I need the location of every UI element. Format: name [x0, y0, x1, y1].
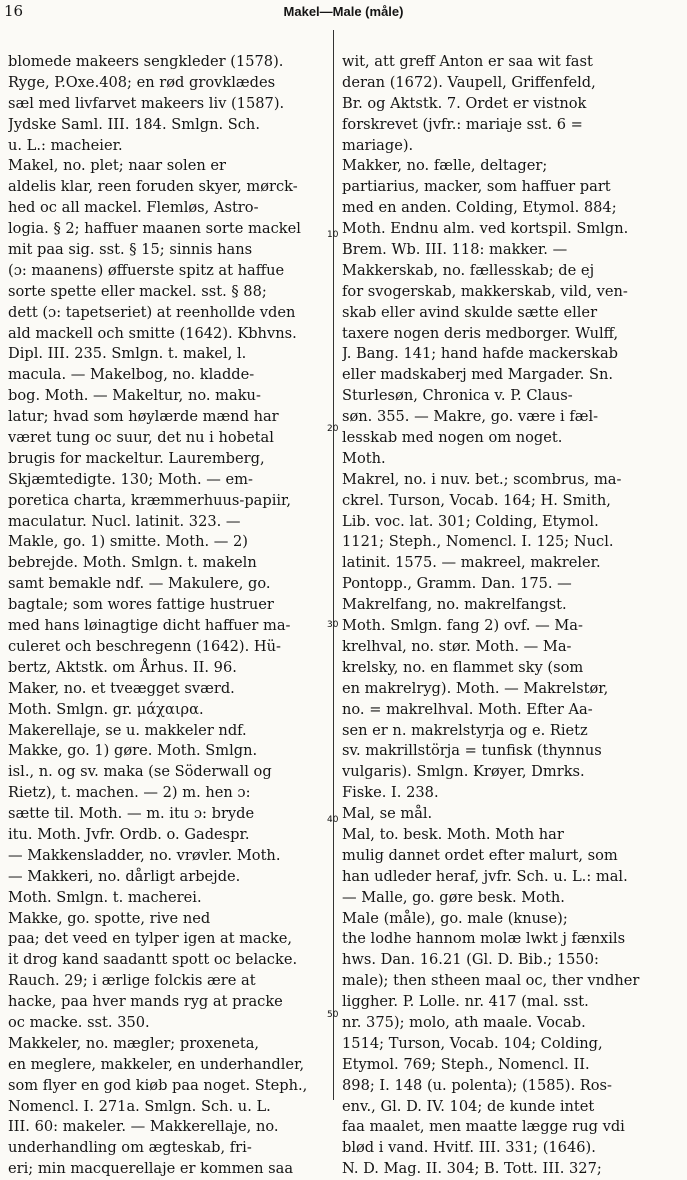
text-line: Ryge, P.Oxe.408; en rød grovklædes	[8, 73, 276, 91]
text-line: sæl med livfarvet makeers liv (1587).	[8, 94, 285, 112]
text-line: samt bemakle ndf. — Makulere, go.	[8, 575, 271, 593]
text-line: itu. Moth. Jvfr. Ordb. o. Gadespr.	[8, 825, 250, 843]
text-line: med en anden. Colding, Etymol. 884;	[342, 199, 617, 217]
text-line: Pontopp., Gramm. Dan. 175. —	[342, 575, 572, 593]
text-line: Male (måle), go. male (knuse);	[342, 909, 568, 927]
text-line: — Malle, go. gøre besk. Moth.	[342, 888, 565, 906]
text-line: krelhval, no. stør. Moth. — Ma-	[342, 637, 572, 655]
text-line: Makel, no. plet; naar solen er	[8, 157, 226, 175]
text-line: partiarius, macker, som haffuer part	[342, 178, 611, 196]
text-line: isl., n. og sv. maka (se Söderwall og	[8, 763, 272, 781]
text-line: forskrevet (jvfr.: mariaje sst. 6 =	[342, 115, 583, 133]
text-line: env., Gl. D. IV. 104; de kunde intet	[342, 1097, 595, 1115]
text-line: mulig dannet ordet efter malurt, som	[342, 846, 618, 864]
text-line: wit, att greff Anton er saa wit fast	[342, 53, 593, 70]
text-line: Br. og Aktstk. 7. Ordet er vistnok	[342, 94, 587, 112]
text-line: poretica charta, kræmmerhuus-papiir,	[8, 491, 292, 509]
line-number: 40	[327, 815, 339, 825]
left-column	[8, 52, 326, 1180]
page-number: 16	[4, 2, 24, 20]
text-line: underhandling om ægteskab, fri-	[8, 1139, 252, 1157]
text-line: Makkeler, no. mægler; proxeneta,	[8, 1034, 260, 1052]
text-line: culeret och beschregenn (1642). Hü-	[8, 637, 281, 655]
text-line: the lodhe hannom molæ lwkt j fænxils	[342, 930, 626, 948]
text-line: Skjæmtedigte. 130; Moth. — em-	[8, 470, 253, 488]
text-line: en makrelryg). Moth. — Makrelstør,	[342, 679, 609, 697]
text-line: 1514; Turson, Vocab. 104; Colding,	[342, 1034, 603, 1052]
text-line: Moth.	[342, 449, 386, 467]
text-line: it drog kand saadantt spott oc belacke.	[8, 951, 298, 969]
text-line: Moth. Smlgn. gr. μάχαιρα.	[8, 700, 204, 718]
text-line: sv. makrillstörja = tunfisk (thynnus	[342, 742, 602, 760]
text-line: skab eller avind skulde sætte eller	[342, 303, 598, 321]
text-line: 898; I. 148 (u. polenta); (1585). Ros-	[342, 1076, 612, 1094]
text-line: maculatur. Nucl. latinit. 323. —	[8, 512, 241, 530]
text-line: Brem. Wb. III. 118: makker. —	[342, 241, 568, 259]
text-line: krelsky, no. en flammet sky (som	[342, 658, 584, 676]
text-line: Etymol. 769; Steph., Nomencl. II.	[342, 1055, 590, 1073]
text-line: mit paa sig. sst. § 15; sinnis hans	[8, 241, 253, 259]
text-line: for svogerskab, makkerskab, vild, ven-	[342, 282, 628, 300]
text-line: som flyer en god kiøb paa noget. Steph.,	[8, 1076, 308, 1094]
text-line: bebrejde. Moth. Smlgn. t. makeln	[8, 554, 257, 572]
text-line: Makrelfang, no. makrelfangst.	[342, 596, 567, 614]
line-number: 10	[327, 230, 339, 240]
line-number: 50	[327, 1010, 339, 1020]
text-line: latur; hvad som høylærde mænd har	[8, 408, 279, 426]
text-line: N. D. Mag. II. 304; B. Tott. III. 327;	[342, 1160, 602, 1178]
text-line: Nomencl. I. 271a. Smlgn. Sch. u. L.	[8, 1097, 271, 1115]
text-line: hacke, paa hver mands ryg at pracke	[8, 993, 283, 1011]
text-line: III. 60: makeler. — Makkerellaje, no.	[8, 1118, 279, 1136]
text-line: Rauch. 29; i ærlige folckis ære at	[8, 972, 256, 990]
text-line: faa maalet, men maatte lægge rug vdi	[342, 1118, 625, 1136]
text-line: mariage).	[342, 136, 414, 154]
text-line: Moth. Smlgn. fang 2) ovf. — Ma-	[342, 617, 583, 635]
text-line: sen er n. makrelstyrja og e. Rietz	[342, 721, 588, 739]
text-line: Makle, go. 1) smitte. Moth. — 2)	[8, 533, 248, 551]
text-line: Makerellaje, se u. makkeler ndf.	[8, 721, 247, 739]
text-line: — Makkeri, no. dårligt arbejde.	[8, 867, 241, 885]
text-line: ckrel. Turson, Vocab. 164; H. Smith,	[342, 491, 611, 509]
right-column	[342, 52, 679, 1180]
text-line: han udleder heraf, jvfr. Sch. u. L.: mal.	[342, 867, 628, 885]
text-line: Sturlesøn, Chronica v. P. Claus-	[342, 387, 573, 405]
text-line: taxere nogen deris medborger. Wulff,	[342, 324, 619, 342]
text-line: ald mackell och smitte (1642). Kbhvns.	[8, 324, 297, 342]
text-line: no. = makrelhval. Moth. Efter Aa-	[342, 700, 593, 718]
text-line: vulgaris). Smlgn. Krøyer, Dmrks.	[342, 763, 585, 781]
running-title: Makel—Male (måle)	[283, 4, 404, 19]
text-line: logia. § 2; haffuer maanen sorte mackel	[8, 220, 301, 238]
text-line: Makke, go. spotte, rive ned	[8, 909, 211, 927]
text-line: Moth. Smlgn. t. macherei.	[8, 888, 202, 906]
text-line: (ɔ: maanens) øffuerste spitz at haffue	[8, 261, 285, 279]
text-line: en meglere, makkeler, en underhandler,	[8, 1055, 305, 1073]
line-number: 30	[327, 620, 339, 630]
line-number: 20	[327, 424, 339, 434]
text-line: sætte til. Moth. — m. itu ɔ: bryde	[8, 805, 255, 823]
text-line: bagtale; som wores fattige hustruer	[8, 596, 274, 614]
text-line: Jydske Saml. III. 184. Smlgn. Sch.	[8, 115, 260, 133]
text-line: Makke, go. 1) gøre. Moth. Smlgn.	[8, 742, 258, 760]
text-line: Fiske. I. 238.	[342, 784, 439, 802]
text-line: Makrel, no. i nuv. bet.; scombrus, ma-	[342, 470, 622, 488]
text-line: nr. 375); molo, ath maale. Vocab.	[342, 1013, 586, 1031]
text-line: med hans løinagtige dicht haffuer ma-	[8, 617, 291, 635]
text-line: lesskab med nogen om noget.	[342, 429, 563, 447]
text-line: bog. Moth. — Makeltur, no. maku-	[8, 387, 261, 405]
text-line: Mal, to. besk. Moth. Moth har	[342, 825, 564, 843]
text-line: blød i vand. Hvitf. III. 331; (1646).	[342, 1139, 596, 1157]
text-line: eller madskaberj med Margader. Sn.	[342, 366, 614, 384]
text-line: søn. 355. — Makre, go. være i fæl-	[342, 408, 599, 426]
text-line: 1121; Steph., Nomencl. I. 125; Nucl.	[342, 533, 614, 551]
column-divider	[333, 30, 334, 1100]
text-line: J. Bang. 141; hand hafde mackerskab	[342, 345, 618, 363]
text-line: oc macke. sst. 350.	[8, 1013, 150, 1031]
text-line: Lib. voc. lat. 301; Colding, Etymol.	[342, 512, 599, 530]
text-line: brugis for mackeltur. Lauremberg,	[8, 449, 265, 467]
text-line: Mal, se mål.	[342, 805, 433, 823]
text-line: u. L.: macheier.	[8, 136, 123, 154]
text-line: male); then stheen maal oc, ther vndher	[342, 972, 640, 990]
text-line: liggher. P. Lolle. nr. 417 (mal. sst.	[342, 993, 589, 1011]
text-line: sorte spette eller mackel. sst. § 88;	[8, 282, 267, 300]
text-line: hws. Dan. 16.21 (Gl. D. Bib.; 1550:	[342, 951, 599, 969]
text-line: været tung oc suur, det nu i hobetal	[8, 429, 274, 447]
text-line: Makker, no. fælle, deltager;	[342, 157, 548, 175]
text-line: aldelis klar, reen foruden skyer, mørck-	[8, 178, 298, 196]
text-line: deran (1672). Vaupell, Griffenfeld,	[342, 73, 596, 91]
text-line: macula. — Makelbog, no. kladde-	[8, 366, 255, 384]
text-line: Dipl. III. 235. Smlgn. t. makel, l.	[8, 345, 247, 363]
text-line: bertz, Aktstk. om Århus. II. 96.	[8, 658, 237, 676]
text-line: eri; min macquerellaje er kommen saa	[8, 1160, 294, 1178]
text-line: latinit. 1575. — makreel, makreler.	[342, 554, 601, 572]
text-line: Makkerskab, no. fællesskab; de ej	[342, 261, 595, 279]
text-line: paa; det veed en tylper igen at macke,	[8, 930, 293, 948]
text-line: hed oc all mackel. Flemløs, Astro-	[8, 199, 259, 217]
text-line: dett (ɔ: tapetseriet) at reenhollde vden	[8, 303, 296, 321]
text-line: blomede makeers sengkleder (1578).	[8, 53, 284, 70]
text-line: — Makkensladder, no. vrøvler. Moth.	[8, 846, 281, 864]
text-line: Moth. Endnu alm. ved kortspil. Smlgn.	[342, 220, 629, 238]
text-line: Rietz), t. machen. — 2) m. hen ɔ:	[8, 784, 251, 802]
text-line: Maker, no. et tveægget sværd.	[8, 679, 235, 697]
